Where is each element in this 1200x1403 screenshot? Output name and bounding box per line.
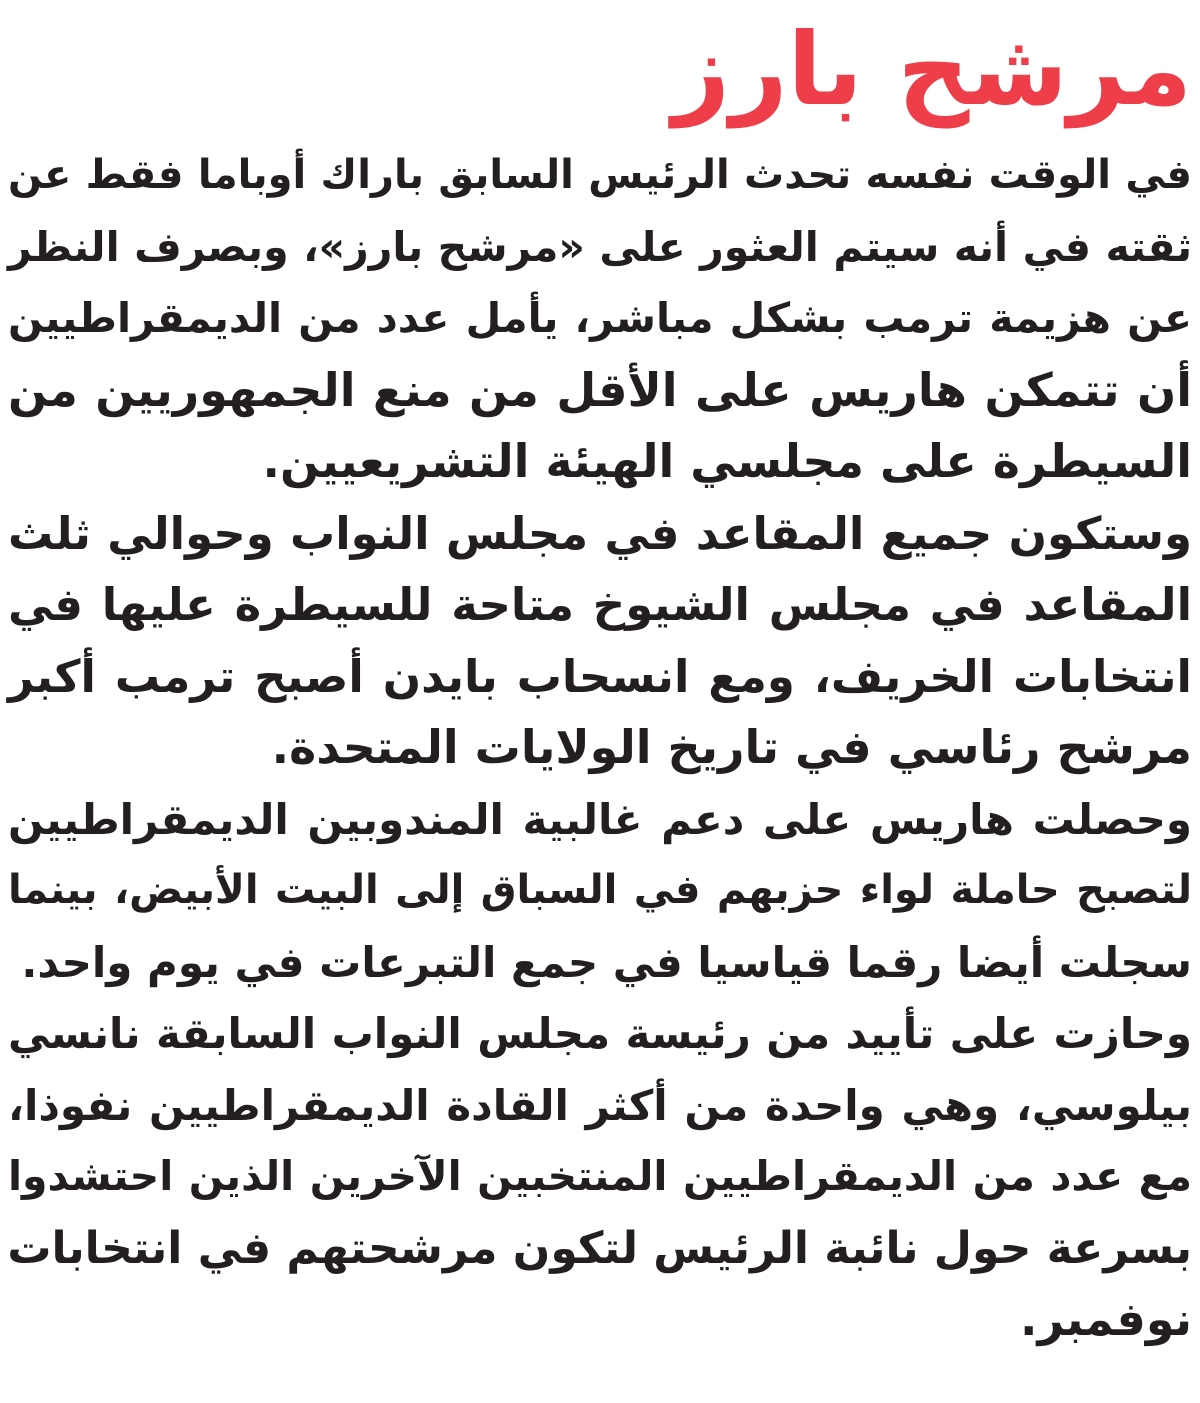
body-line: انتخابات الخريف، ومع انسحاب بايدن أصبح ترمب أكبر (8, 649, 1192, 703)
body-line: بيلوسي، وهي واحدة من أكثر القادة الديمقراطيين نفوذا، (8, 1080, 1192, 1130)
article-headline: مرشح بارز (672, 11, 1192, 128)
body-line: وحازت على تأييد من رئيسة مجلس النواب السابقة نانسي (8, 1009, 1192, 1058)
body-line: مرشح رئاسي في تاريخ الولايات المتحدة. (271, 720, 1192, 774)
body-line: بسرعة حول نائبة الرئيس لتكون مرشحتهم في انتخابات (7, 1222, 1192, 1274)
body-line: المقاعد في مجلس الشيوخ متاحة للسيطرة عليها في (8, 578, 1192, 631)
body-line: نوفمبر. (1020, 1292, 1192, 1346)
body-line: في الوقت نفسه تحدث الرئيس السابق باراك أوباما فقط عن (8, 152, 1192, 198)
body-line: سجلت أيضا رقما قياسيا في جمع التبرعات في يوم واحد. (21, 937, 1192, 987)
body-line: وستكون جميع المقاعد في مجلس النواب وحوالي ثلث (8, 506, 1192, 560)
article-body (8, 140, 1192, 1356)
body-line: وحصلت هاريس على دعم غالبية المندوبين الديمقراطيين (8, 794, 1192, 844)
body-line: لتصبح حاملة لواء حزبهم في السباق إلى البيت الأبيض، بينما (8, 867, 1192, 913)
body-line: عن هزيمة ترمب بشكل مباشر، يأمل عدد من الديمقراطيين (8, 294, 1192, 342)
body-line: السيطرة على مجلسي الهيئة التشريعيين. (262, 434, 1192, 488)
body-line: مع عدد من الديمقراطيين المنتخبين الآخرين الذين احتشدوا (8, 1152, 1192, 1200)
body-line: ثقته في أنه سيتم العثور على «مرشح بارز»، وبصرف النظر (8, 222, 1192, 271)
body-line: أن تتمكن هاريس على الأقل من منع الجمهوريين من (8, 362, 1192, 417)
